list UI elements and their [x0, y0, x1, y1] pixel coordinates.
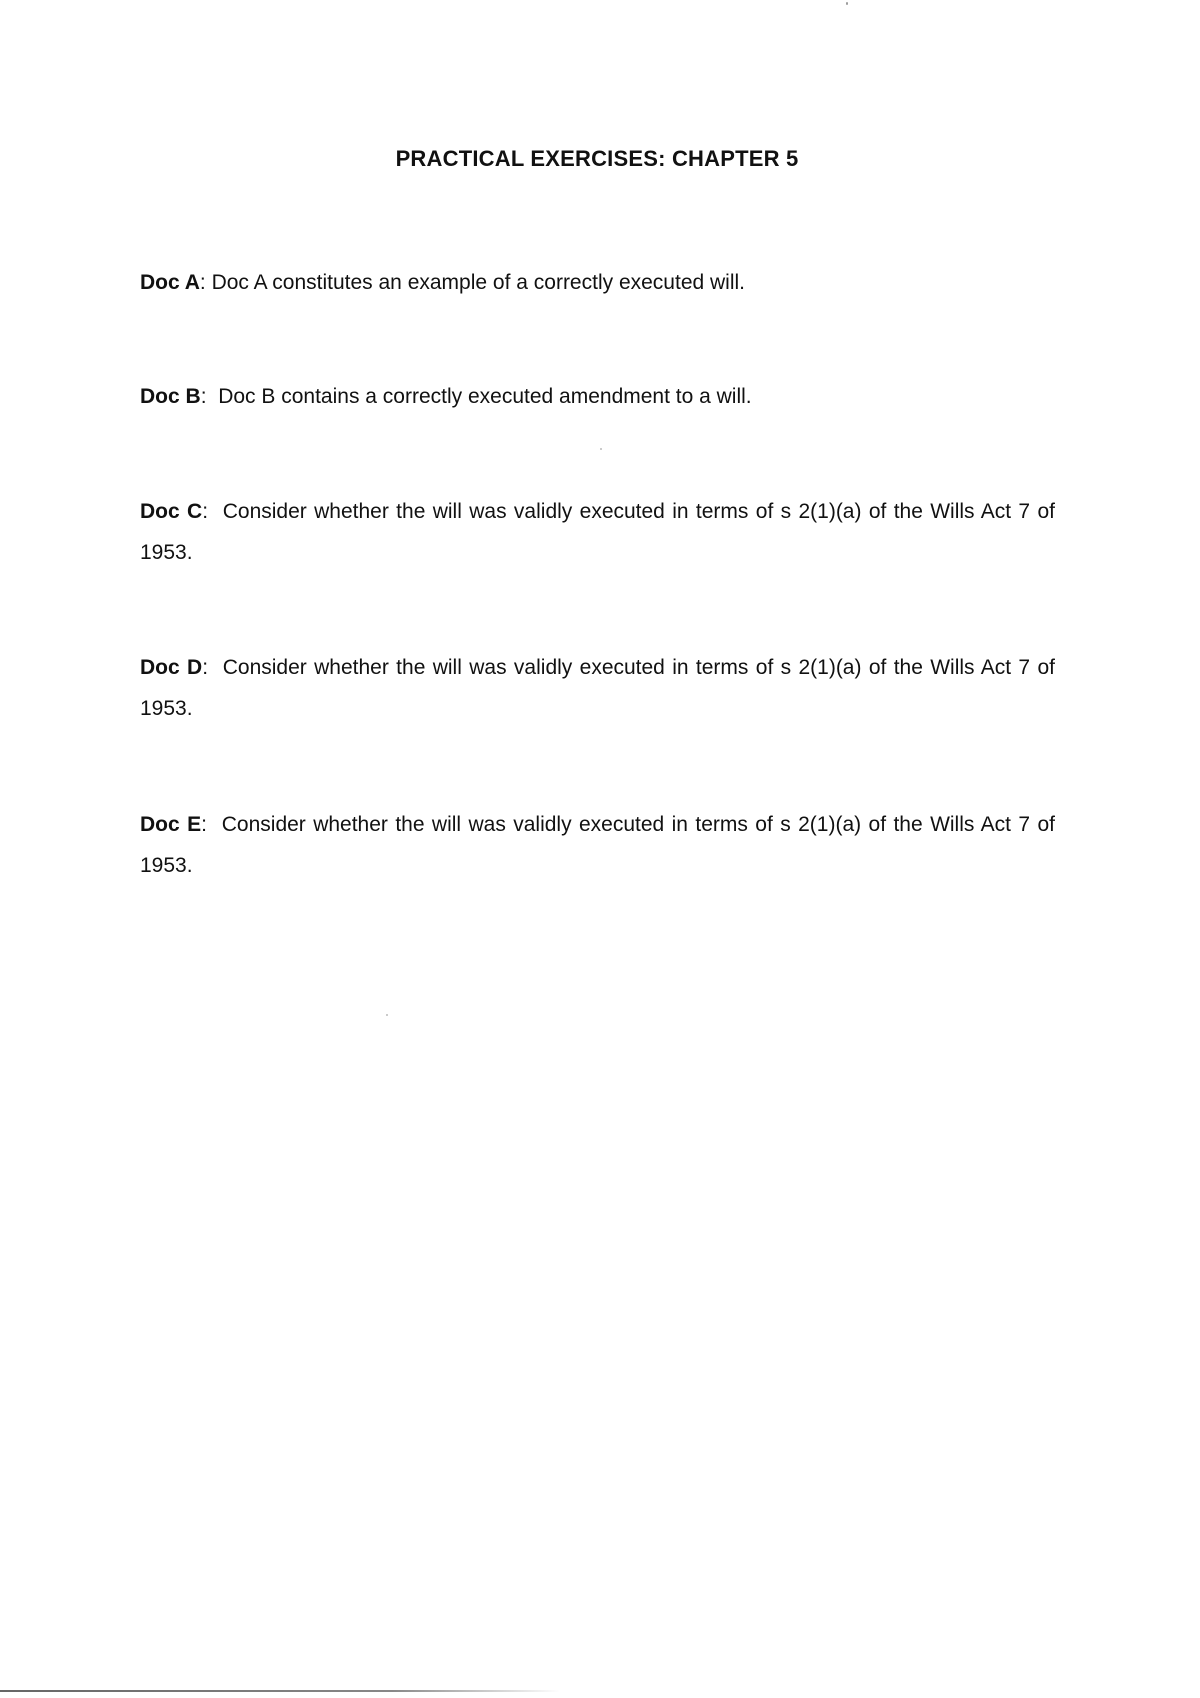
page-title-text: PRACTICAL EXERCISES: CHAPTER 5	[395, 146, 799, 171]
exercise-text: Doc A constitutes an example of a correctly executed will.	[211, 271, 746, 294]
exercise-doc-e: Doc E: Consider whether the will was validly executed in terms of s 2(1)(a) of the Wills Act 7 of 1953.	[140, 813, 1055, 877]
page-title	[0, 146, 1200, 172]
scan-edge-line	[0, 1690, 560, 1692]
exercise-text: Consider whether the will was validly executed in terms of s 2(1)(a) of the Wills Act 7 of 1953.	[140, 500, 1055, 564]
scan-speck	[600, 448, 602, 450]
exercise-doc-a: Doc A: Doc A constitutes an example of a correctly executed will.	[140, 271, 746, 294]
exercise-label: Doc B	[140, 385, 201, 408]
exercise-text: Consider whether the will was validly executed in terms of s 2(1)(a) of the Wills Act 7 of 1953.	[140, 656, 1055, 720]
exercise-doc-b: Doc B: Doc B contains a correctly executed amendment to a will.	[140, 385, 752, 408]
exercise-label: Doc C	[140, 500, 203, 523]
exercise-doc-d: Doc D: Consider whether the will was validly executed in terms of s 2(1)(a) of the Wills Act 7 of 1953.	[140, 656, 1055, 720]
exercise-label: Doc A	[140, 271, 200, 294]
scan-speck	[846, 2, 848, 5]
exercise-label: Doc E	[140, 813, 202, 836]
scan-speck	[386, 1014, 388, 1016]
exercise-doc-c: Doc C: Consider whether the will was validly executed in terms of s 2(1)(a) of the Wills Act 7 of 1953.	[140, 500, 1055, 564]
exercise-text: Doc B contains a correctly executed amendment to a will.	[218, 385, 752, 408]
exercise-label: Doc D	[140, 656, 203, 679]
exercise-text: Consider whether the will was validly executed in terms of s 2(1)(a) of the Wills Act 7 of 1953.	[140, 813, 1055, 877]
